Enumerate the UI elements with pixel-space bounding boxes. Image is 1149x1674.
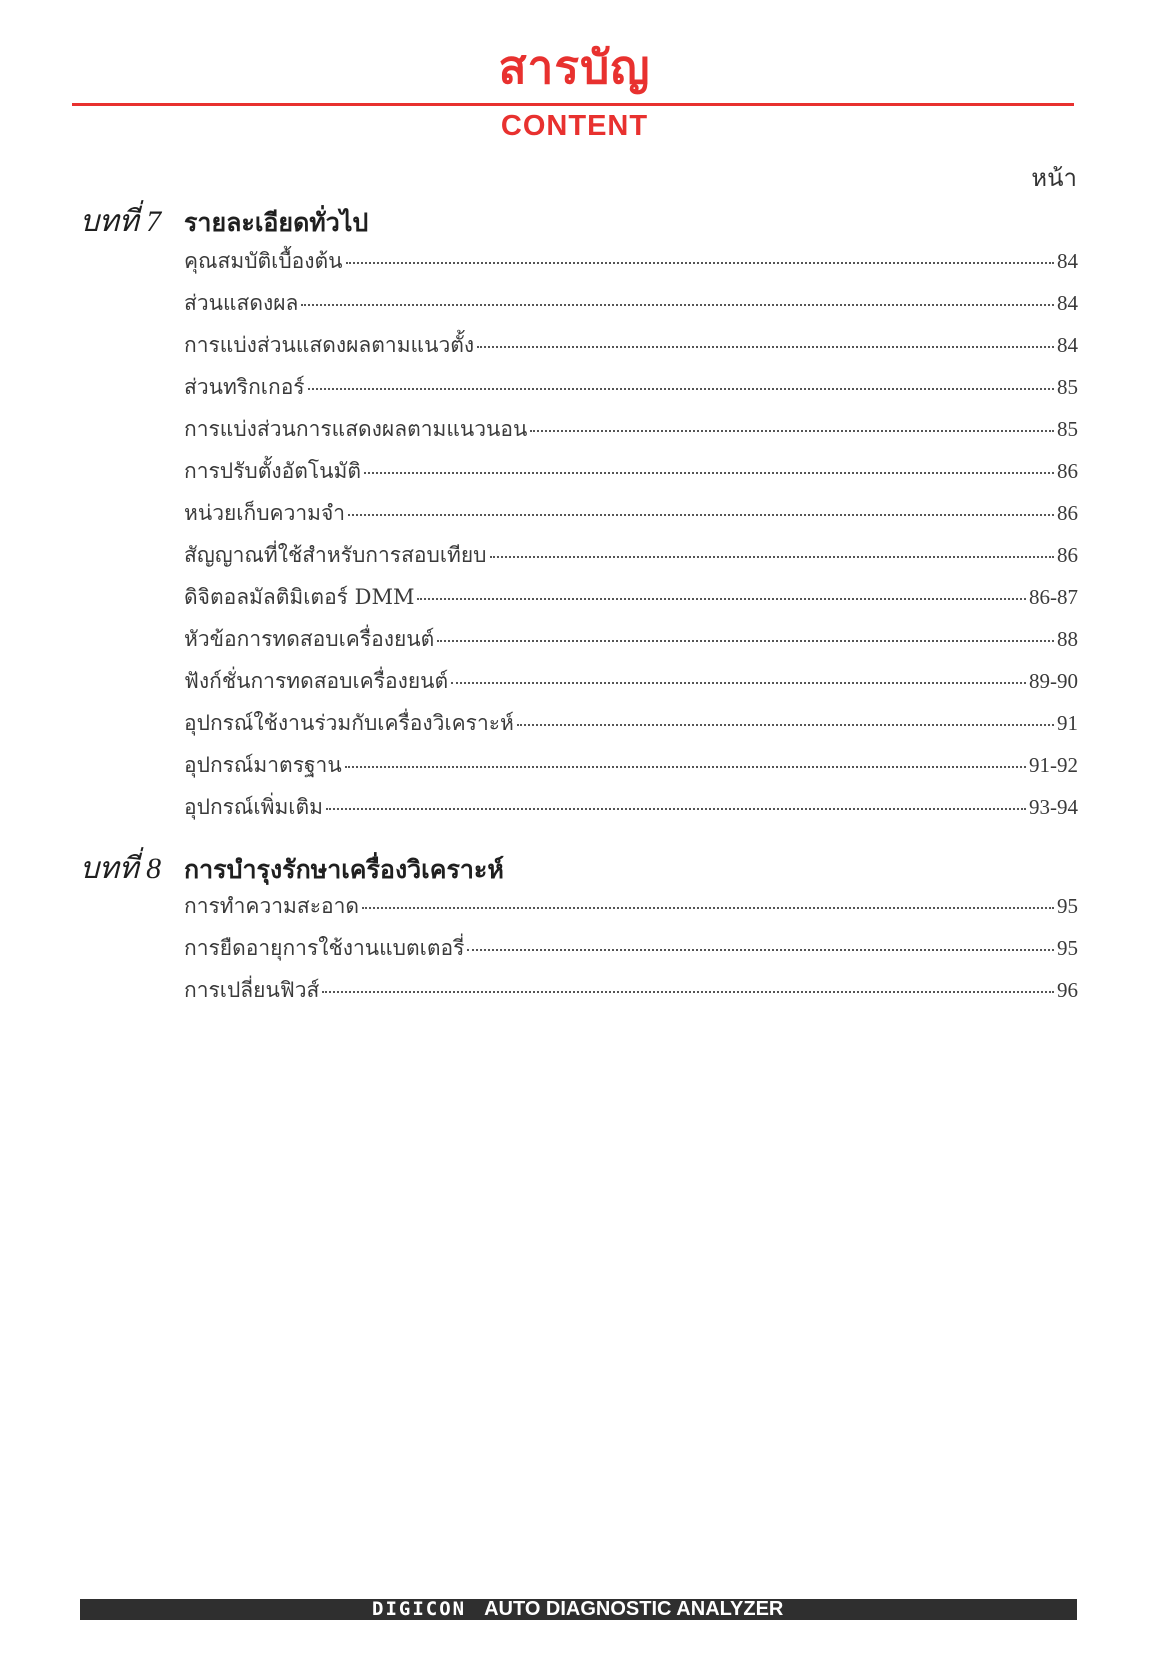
toc-entry-page: 95 <box>1057 894 1078 918</box>
toc-entry-label: อุปกรณ์เพิ่มเติม <box>184 795 323 819</box>
toc-entry[interactable] <box>184 890 1078 922</box>
toc-entry[interactable] <box>184 665 1078 697</box>
dot-leader <box>326 808 1026 810</box>
toc-entry[interactable] <box>184 581 1078 613</box>
page-title-thai: สารบัญ <box>498 40 651 94</box>
footer-brand-logo: DIGICON <box>372 1598 467 1620</box>
footer-text <box>372 1599 783 1620</box>
toc-entry-page: 86 <box>1057 501 1078 525</box>
toc-entry-label: การเปลี่ยนฟิวส์ <box>184 978 320 1002</box>
toc-entry-page: 86 <box>1057 459 1078 483</box>
toc-entry-page: 89-90 <box>1029 669 1078 693</box>
chapter-heading <box>80 198 368 245</box>
toc-entry-page: 86-87 <box>1029 585 1078 609</box>
toc-entry-page: 96 <box>1057 978 1078 1002</box>
chapter-label: บทที่ 7 <box>80 205 162 238</box>
toc-entry[interactable] <box>184 287 1078 319</box>
dot-leader <box>301 304 1054 306</box>
toc-entry-page: 91 <box>1057 711 1078 735</box>
toc-entry-label: ส่วนแสดงผล <box>184 291 299 315</box>
dot-leader <box>308 388 1054 390</box>
toc-entry[interactable] <box>184 623 1078 655</box>
toc-entry[interactable] <box>184 371 1078 403</box>
dot-leader <box>490 556 1055 558</box>
toc-entry-label: หน่วยเก็บความจำ <box>184 501 346 525</box>
dot-leader <box>346 262 1054 264</box>
toc-entry[interactable] <box>184 791 1078 823</box>
dot-leader <box>477 346 1054 348</box>
toc-entry[interactable] <box>184 497 1078 529</box>
page-column-label: หน้า <box>1031 164 1077 192</box>
footer-product-name: AUTO DIAGNOSTIC ANALYZER <box>484 1598 784 1620</box>
dot-leader <box>345 766 1026 768</box>
toc-entry[interactable] <box>184 413 1078 445</box>
toc-entry-label: การปรับตั้งอัตโนมัติ <box>184 459 361 483</box>
footer-bar <box>80 1599 1077 1620</box>
toc-entry-page: 91-92 <box>1029 753 1078 777</box>
toc-entry-page: 85 <box>1057 375 1078 399</box>
toc-entry-page: 95 <box>1057 936 1078 960</box>
toc-entry-page: 88 <box>1057 627 1078 651</box>
toc-entry-label: การทำความสะอาด <box>184 894 360 918</box>
toc-entry[interactable] <box>184 707 1078 739</box>
toc-entry[interactable] <box>184 455 1078 487</box>
toc-entry-label: การแบ่งส่วนการแสดงผลตามแนวนอน <box>184 417 528 441</box>
dot-leader <box>467 949 1054 951</box>
toc-entry-label: ดิจิตอลมัลติมิเตอร์ DMM <box>184 585 415 609</box>
chapter-heading <box>80 845 504 892</box>
toc-entry[interactable] <box>184 932 1078 964</box>
dot-leader <box>362 907 1054 909</box>
toc-entry[interactable] <box>184 245 1078 277</box>
toc-entry-page: 93-94 <box>1029 795 1078 819</box>
toc-entry-label: ส่วนทริกเกอร์ <box>184 375 305 399</box>
toc-entry-label: หัวข้อการทดสอบเครื่องยนต์ <box>184 627 435 651</box>
toc-entry-label: ฟังก์ชั่นการทดสอบเครื่องยนต์ <box>184 669 449 693</box>
toc-entry[interactable] <box>184 974 1078 1006</box>
toc-entry-label: อุปกรณ์ใช้งานร่วมกับเครื่องวิเคราะห์ <box>184 711 514 735</box>
toc-entry-page: 86 <box>1057 543 1078 567</box>
title-divider <box>72 103 1074 106</box>
dot-leader <box>437 640 1054 642</box>
toc-entry[interactable] <box>184 329 1078 361</box>
dot-leader <box>322 991 1054 993</box>
toc-entry-page: 84 <box>1057 291 1078 315</box>
page-title-english: CONTENT <box>500 110 649 142</box>
toc-entry-label: การแบ่งส่วนแสดงผลตามแนวตั้ง <box>184 333 475 357</box>
dot-leader <box>517 724 1054 726</box>
toc-entry-label: คุณสมบัติเบื้องต้น <box>184 249 343 273</box>
dot-leader <box>348 514 1054 516</box>
toc-entry-page: 84 <box>1057 249 1078 273</box>
dot-leader <box>417 598 1026 600</box>
dot-leader <box>364 472 1054 474</box>
chapter-title: การบำรุงรักษาเครื่องวิเคราะห์ <box>184 855 504 884</box>
toc-entry-page: 84 <box>1057 333 1078 357</box>
chapter-title: รายละเอียดทั่วไป <box>184 208 369 237</box>
chapter-label: บทที่ 8 <box>80 852 162 885</box>
dot-leader <box>451 682 1026 684</box>
toc-entry[interactable] <box>184 749 1078 781</box>
toc-entry-label: การยืดอายุการใช้งานแบตเตอรี่ <box>184 936 465 960</box>
dot-leader <box>530 430 1054 432</box>
toc-entry-label: สัญญาณที่ใช้สำหรับการสอบเทียบ <box>184 543 487 567</box>
toc-entry[interactable] <box>184 539 1078 571</box>
toc-entry-page: 85 <box>1057 417 1078 441</box>
toc-entry-label: อุปกรณ์มาตรฐาน <box>184 753 342 777</box>
